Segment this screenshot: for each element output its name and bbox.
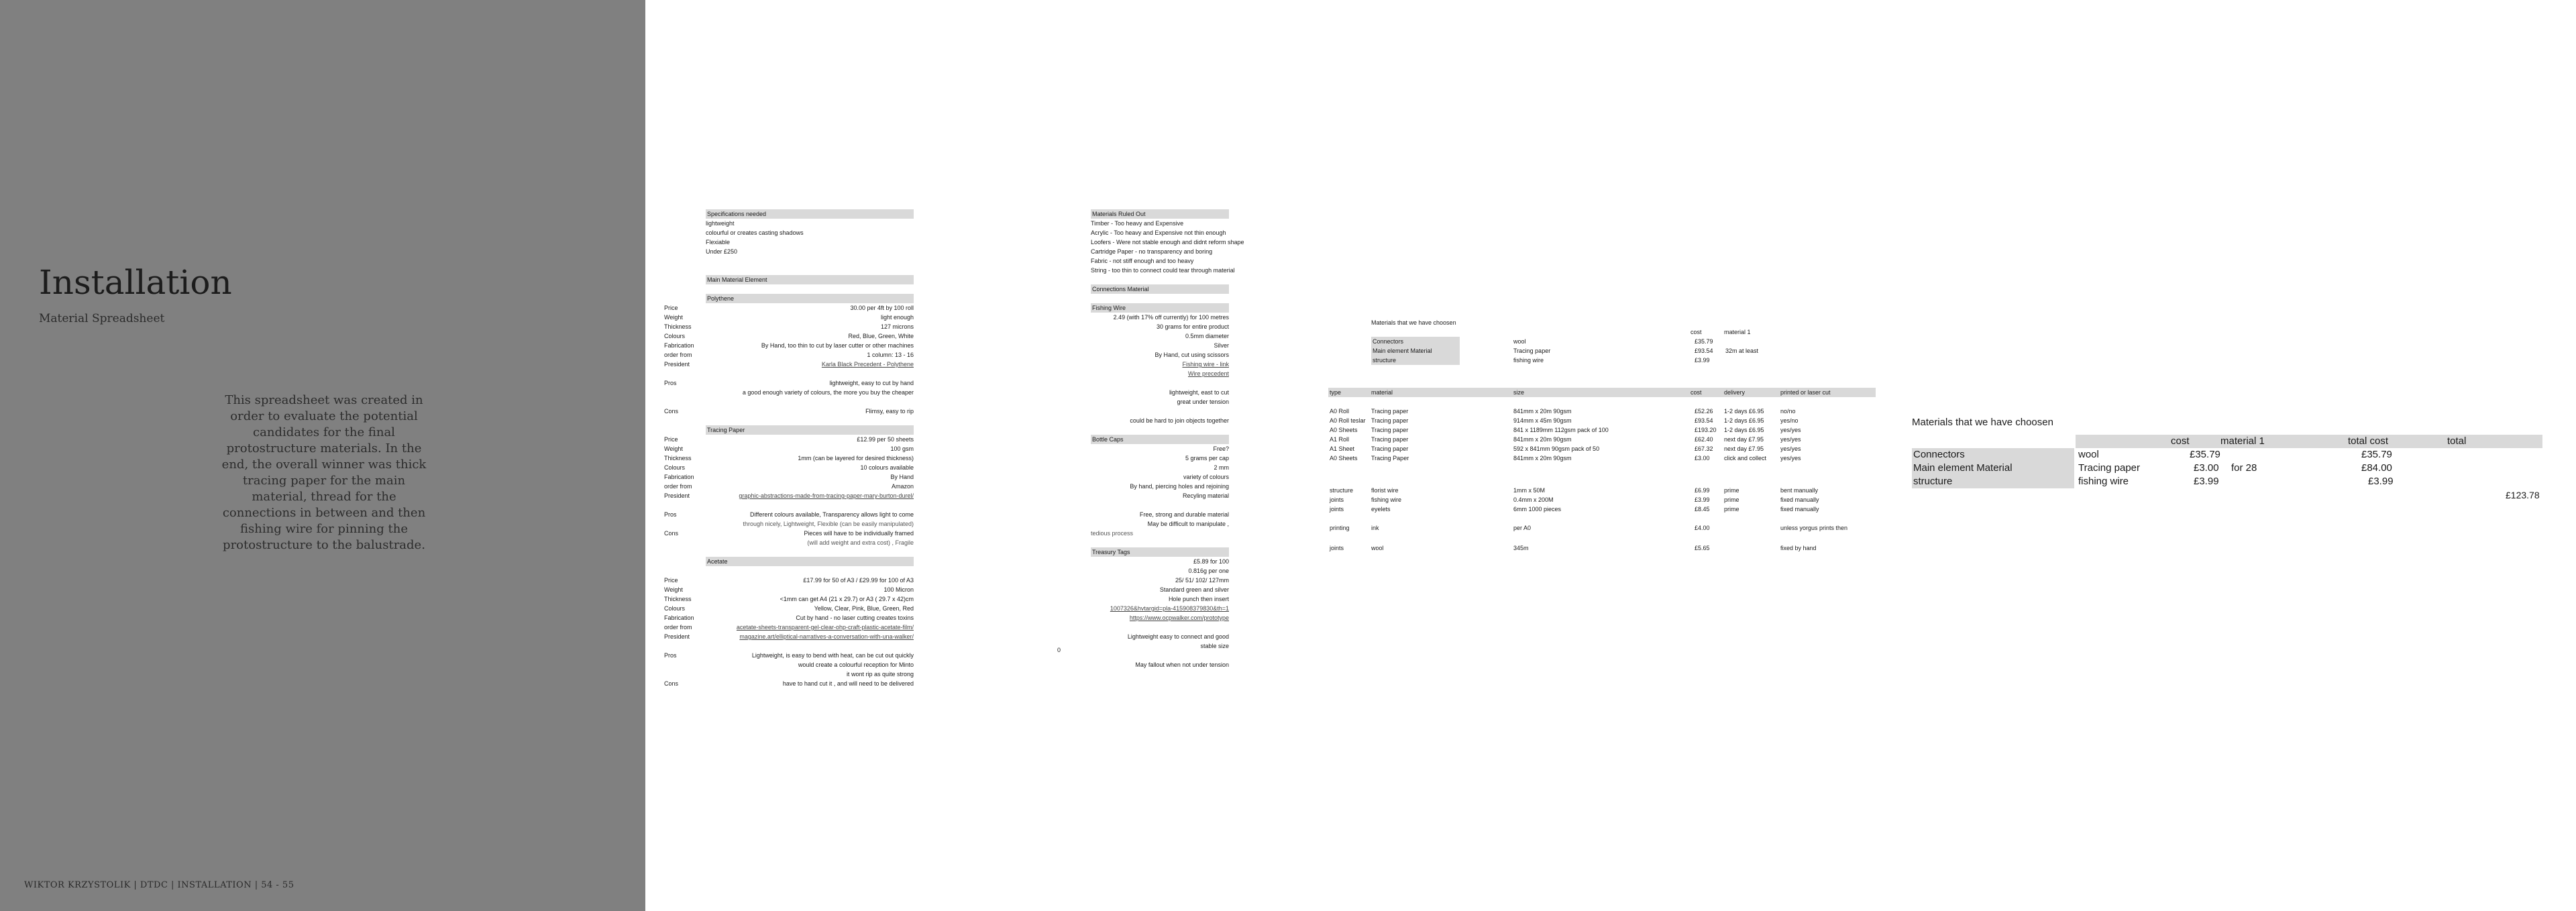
row-value: £5.89 for 100 [1193,558,1229,565]
row-label: President [664,361,690,368]
item-cell-cost: £6.99 [1695,487,1710,494]
pros-text: Different colours available, Transparency allows light to come [750,511,914,518]
pros-text: May be difficult to manipulate , [1147,521,1229,527]
chosen-row-note: 32m at least [1725,347,1759,354]
item-cell-delivery: click and collect [1724,455,1767,462]
ruled-out-header: Materials Ruled Out [1091,209,1229,219]
table-row [664,435,914,444]
page-footer: WIKTOR KRZYSTOLIK | DTDC | INSTALLATION | 54 - 55 [24,880,294,890]
row-label: Fabrication [664,474,694,480]
row-value: By hand, piercing holes and rejoining [1130,483,1229,490]
item-cell-material: eyelets [1371,506,1391,513]
grand-total: £123.78 [2506,490,2540,500]
table-row [664,613,914,623]
item-cell-type: printing [1330,525,1350,531]
chosen-row-material: Tracing paper [2078,462,2140,474]
row-label: Price [664,305,678,311]
item-cell-printed: unless yorgus prints then [1780,525,1848,531]
item-cell-cost: £3.00 [1695,455,1710,462]
row-value: Standard green and silver [1159,586,1229,593]
table-row [664,360,914,369]
item-cell-cost: £4.00 [1695,525,1710,531]
col-header-material: material 1 [1724,329,1751,335]
pros-text: great under tension [1177,398,1229,405]
cell-value: 0 [1057,647,1061,653]
chosen-row-name: structure [1373,357,1397,364]
pros-text: Lightweight easy to connect and good [1127,633,1229,640]
row-value: 1 column: 13 - 16 [867,352,914,358]
chosen-row-cost: £3.99 [2194,476,2219,487]
item-cell-cost: £5.65 [1695,545,1710,551]
col-header-cost: cost [1690,329,1702,335]
pros-text: Free, strong and durable material [1139,511,1229,518]
item-cell-size: 914mm x 45m 90gsm [1513,417,1572,424]
chosen-row-material: wool [1513,338,1526,345]
materials-sheet-column-a [664,209,914,688]
table-row [664,444,914,453]
item-cell-material: ink [1371,525,1379,531]
item-cell-size: 0.4mm x 200M [1513,496,1554,503]
item-cell-material: Tracing paper [1371,436,1409,443]
item-cell-cost: £67.32 [1695,445,1713,452]
row-value: 127 microns [880,323,914,330]
row-value: By Hand [890,474,914,480]
row-value: 1mm (can be layered for desired thickness) [798,455,914,462]
row-value: 100 gsm [890,445,914,452]
chosen-row-material: Tracing paper [1513,347,1551,354]
table-row [664,482,914,491]
row-value: Yellow, Clear, Pink, Blue, Green, Red [814,605,914,612]
table-row [664,331,914,341]
tracing-paper-header: Tracing Paper [706,425,914,435]
row-value: By Hand, cut using scissors [1155,352,1229,358]
row-value: £12.99 per 50 sheets [857,436,914,443]
acetate-header: Acetate [706,557,914,566]
fishing-wire-link[interactable]: Fishing wire - link [1182,361,1229,368]
item-cell-material: Tracing paper [1371,445,1409,452]
item-cell-type: joints [1330,545,1344,551]
chosen-row-material: fishing wire [2078,476,2129,487]
row-value: 30 grams for entire product [1156,323,1229,330]
row-value: <1mm can get A4 (21 x 29.7) or A3 ( 29.7 x 42)cm [780,596,914,602]
col-header-total-cost: total cost [2348,435,2389,447]
spec-line: Flexiable [706,239,731,246]
row-label: Colours [664,464,686,471]
ruled-out-line: Timber - Too heavy and Expensive [1091,220,1184,227]
col-header-material: material [1371,389,1393,396]
table-row [664,594,914,604]
bottle-caps-header: Bottle Caps [1091,435,1229,444]
item-cell-delivery: next day £7.95 [1724,436,1764,443]
table-row [664,341,914,350]
row-label: Weight [664,586,683,593]
item-cell-delivery: next day £7.95 [1724,445,1764,452]
pros-text: lightweight, easy to cut by hand [829,380,914,386]
cons-text: Pieces will have to be individually framed [804,530,914,537]
item-cell-type: A0 Roll teslar [1330,417,1366,424]
item-cell-delivery: 1-2 days £6.95 [1724,408,1764,415]
row-value: 25/ 51/ 102/ 127mm [1175,577,1229,584]
col-header-cost: cost [2171,435,2190,447]
item-cell-type: joints [1330,506,1344,513]
ruled-out-line: String - too thin to connect could tear through material [1091,267,1235,274]
materials-sheet-column-b [1053,209,1267,669]
item-cell-printed: yes/yes [1780,455,1801,462]
table-row [664,313,914,322]
item-cell-type: A1 Roll [1330,436,1350,443]
ruled-out-line: Loofers - Were not stable enough and didnt reform shape [1091,239,1244,246]
cons-text: May fallout when not under tension [1135,661,1229,668]
page-subtitle: Material Spreadsheet [39,312,165,325]
row-value: 2.49 (with 17% off currently) for 100 metres [1113,314,1229,321]
table-row [664,303,914,313]
row-value: By Hand, too thin to cut by laser cutter or other machines [761,342,914,349]
row-label: Thickness [664,455,692,462]
pros-text: lightweight, east to cut [1169,389,1229,396]
item-cell-material: Tracing paper [1371,427,1409,433]
item-cell-size: 841 x 1189mm 112gsm pack of 100 [1513,427,1609,433]
treasury-tags-header: Treasury Tags [1091,547,1229,557]
chosen-row-cost: £3.00 [2194,462,2219,474]
chosen-row-name: Connectors [1913,449,1965,460]
ruled-out-line: Cartridge Paper - no transparency and boring [1091,248,1213,255]
precedent-link[interactable]: graphic-abstractions-made-from-tracing-paper-mary-burton-durel/ [739,492,914,499]
item-cell-size: 592 x 841mm 90gsm pack of 50 [1513,445,1600,452]
pros-text: through nicely, Lightweight, Flexible (can be easily manipulated) [743,521,914,527]
cons-label: Cons [664,530,679,537]
item-cell-printed: bent manually [1780,487,1819,494]
row-label: Colours [664,605,686,612]
page-title: Installation [39,263,232,302]
item-cell-material: fishing wire [1371,496,1402,503]
item-cell-material: Tracing paper [1371,417,1409,424]
pros-text: it wont rip as quite strong [846,671,914,678]
item-cell-printed: no/no [1780,408,1796,415]
fishing-wire-header: Fishing Wire [1091,303,1229,313]
connections-header: Connections Material [1091,284,1229,294]
wire-precedent-link[interactable]: Wire precedent [1187,370,1229,377]
item-cell-cost: £8.45 [1695,506,1710,513]
row-label: Thickness [664,596,692,602]
row-value: 100 Micron [883,586,914,593]
treasury-order-link[interactable]: 1007326&hvtargid=pla-415908379830&th=1 [1110,605,1229,612]
item-cell-material: florist wire [1371,487,1399,494]
row-label: Fabrication [664,342,694,349]
item-cell-cost: £62.40 [1695,436,1713,443]
row-value: 30.00 per 4ft by 100 roll [850,305,914,311]
chosen-materials-cost-table [1328,318,1878,573]
item-cell-delivery: prime [1724,506,1739,513]
row-value: Cut by hand - no laser cutting creates toxins [796,614,914,621]
cons-text: have to hand cut it , and will need to be delivered [782,680,914,687]
chosen-row-material: wool [2078,449,2099,460]
table-row [664,576,914,585]
row-label: Weight [664,445,683,452]
spec-header: Specifications needed [706,209,914,219]
item-cell-printed: yes/yes [1780,427,1801,433]
ruled-out-line: Acrylic - Too heavy and Expensive not thin enough [1091,229,1226,236]
item-cell-delivery: 1-2 days £6.95 [1724,417,1764,424]
description-text: This spreadsheet was created in order to evaluate the potential candidates for the final protostructure materials. In the end, the overall winner was thick tracing paper for the main material, thread for the connections in between and then fishing wire for pinning the protostructure to the balustrade. [221,393,427,552]
chosen-row-name: Connectors [1373,338,1404,345]
item-cell-delivery: prime [1724,496,1739,503]
row-value: 10 colours available [860,464,914,471]
item-cell-delivery: 1-2 days £6.95 [1724,427,1764,433]
row-label: Weight [664,314,683,321]
chosen-row-material: fishing wire [1513,357,1544,364]
row-value: Hole punch then insert [1168,596,1229,602]
spec-line: lightweight [706,220,735,227]
cons-label: Cons [664,408,679,415]
item-cell-printed: yes/yes [1780,445,1801,452]
ruled-out-line: Fabric - not stiff enough and too heavy [1091,258,1194,264]
item-cell-size: 6mm 1000 pieces [1513,506,1562,513]
col-header-printed: printed or laser cut [1780,389,1831,396]
table-row [664,472,914,482]
precedent-link[interactable]: magazine.art/elliptical-narratives-a-conversation-with-una-walker/ [739,633,914,640]
order-link[interactable]: acetate-sheets-transparent-gel-clear-ohp-craft-plastic-acetate-film/ [736,624,914,631]
main-material-header: Main Material Element [706,275,914,284]
row-value: 2 mm [1214,464,1229,471]
row-value: variety of colours [1183,474,1229,480]
chosen-row-name: Main element Material [1373,347,1432,354]
table-row [664,350,914,360]
item-cell-cost: £193.20 [1695,427,1717,433]
table-row [664,604,914,613]
item-cell-printed: yes/no [1780,417,1799,424]
row-value: Recyling material [1182,492,1229,499]
chosen-row-name: structure [1913,476,1953,487]
item-cell-printed: fixed by hand [1780,545,1817,551]
item-cell-type: A1 Sheet [1330,445,1355,452]
item-cell-cost: £52.26 [1695,408,1713,415]
item-cell-printed: fixed manually [1780,496,1819,503]
pros-label: Pros [664,511,677,518]
col-header-material: material 1 [2220,435,2265,447]
chosen-row-total-cost: £84.00 [2361,462,2392,474]
chosen-materials-total-table [1912,416,2542,503]
cons-text: could be hard to join objects together [1130,417,1229,424]
row-value: 0.5mm diameter [1185,333,1229,339]
table-row [664,585,914,594]
item-cell-size: 1mm x 50M [1513,487,1546,494]
chosen-row-cost: £3.99 [1695,357,1710,364]
row-label: President [664,492,690,499]
precedent-link[interactable]: Karla Black Precedent - Polythene [821,361,914,368]
item-cell-type: A0 Sheets [1330,427,1358,433]
col-header-total: total [2447,435,2467,447]
chosen-title: Materials that we have choosen [1371,319,1456,326]
item-cell-type: A0 Roll [1330,408,1350,415]
chosen-row-cost: £93.54 [1695,347,1713,354]
table-row [664,623,914,632]
row-value: Red, Blue, Green, White [848,333,914,339]
table-row [664,453,914,463]
row-label: Price [664,577,678,584]
chosen-large-header-bar [2076,435,2542,448]
row-value: Silver [1214,342,1229,349]
item-cell-delivery: prime [1724,487,1739,494]
spec-line: colourful or creates casting shadows [706,229,804,236]
row-value: light enough [880,314,914,321]
item-cell-size: 841mm x 20m 90gsm [1513,408,1572,415]
cons-label: Cons [664,680,679,687]
cons-text: Flimsy, easy to rip [865,408,914,415]
row-label: Fabrication [664,614,694,621]
pros-text: Lightweight, is easy to bend with heat, can be cut out quickly [751,652,914,659]
col-header-cost: cost [1690,389,1702,396]
pros-text: tedious process [1091,530,1134,537]
item-cell-size: per A0 [1513,525,1532,531]
item-cell-type: structure [1330,487,1354,494]
item-cell-size: 841mm x 20m 90gsm [1513,455,1572,462]
row-label: Thickness [664,323,692,330]
row-label: order from [664,483,692,490]
row-label: Price [664,436,678,443]
cons-text: (will add weight and extra cost) , Fragile [807,539,914,546]
item-cell-printed: yes/yes [1780,436,1801,443]
treasury-precedent-link[interactable]: https://www.ocpwalker.com/prototype [1129,614,1229,621]
item-cell-material: Tracing paper [1371,408,1409,415]
row-value: 0.816g per one [1188,568,1229,574]
item-cell-size: 841mm x 20m 90gsm [1513,436,1572,443]
row-value: 5 grams per cap [1185,455,1229,462]
chosen-row-extra: for 28 [2231,462,2257,474]
item-cell-type: joints [1330,496,1344,503]
table-row [664,463,914,472]
polythene-header: Polythene [706,294,914,303]
chosen-row-cost: £35.79 [2190,449,2220,460]
item-cell-cost: £3.99 [1695,496,1710,503]
chosen-row-cost: £35.79 [1695,338,1713,345]
row-label: President [664,633,690,640]
table-row [664,322,914,331]
row-value: Amazon [891,483,914,490]
pros-text: a good enough variety of colours, the more you buy the cheaper [742,389,914,396]
col-header-size: size [1513,389,1525,396]
chosen-row-total-cost: £35.79 [2361,449,2392,460]
item-cell-printed: fixed manually [1780,506,1819,513]
row-value: £17.99 for 50 of A3 / £29.99 for 100 of A3 [803,577,914,584]
col-header-type: type [1330,389,1342,396]
chosen-row-total-cost: £3.99 [2368,476,2394,487]
left-panel [0,0,645,911]
spec-line: Under £250 [706,248,738,255]
pros-label: Pros [664,380,677,386]
row-value: Free? [1213,445,1229,452]
table-row [664,632,914,641]
item-cell-material: Tracing Paper [1371,455,1409,462]
item-cell-material: wool [1371,545,1384,551]
chosen-large-title: Materials that we have choosen [1912,417,2053,428]
col-header-delivery: delivery [1724,389,1746,396]
item-cell-type: A0 Sheets [1330,455,1358,462]
item-cell-cost: £93.54 [1695,417,1713,424]
pros-label: Pros [664,652,677,659]
item-cell-size: 345m [1513,545,1529,551]
row-label: Colours [664,333,686,339]
row-label: order from [664,624,692,631]
row-label: order from [664,352,692,358]
table-row [664,491,914,500]
pros-text: would create a colourful reception for Minto [798,661,914,668]
chosen-row-name: Main element Material [1913,462,2012,474]
pros-text: stable size [1200,643,1229,649]
